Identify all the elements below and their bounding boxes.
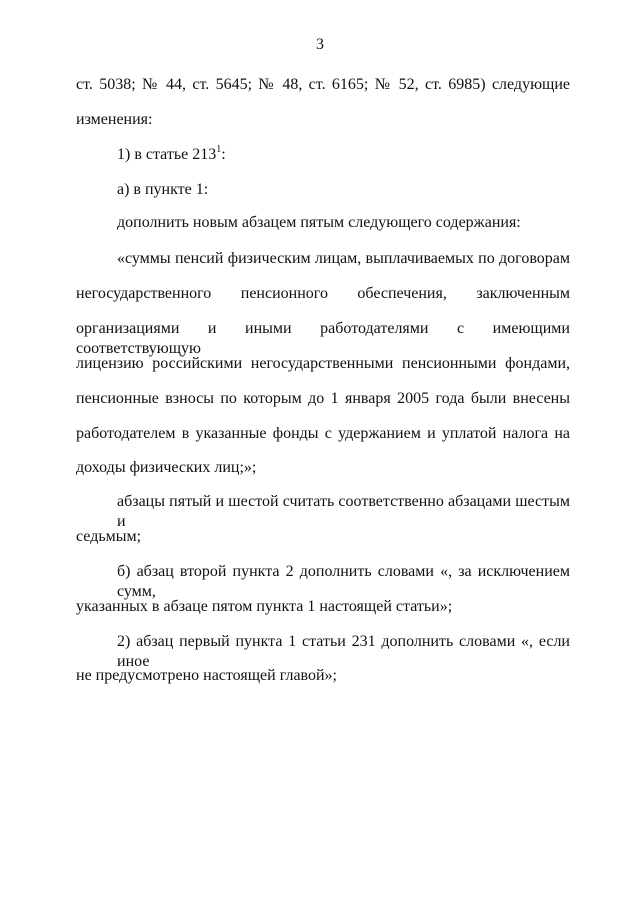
text-line-3 bbox=[117, 145, 226, 165]
text-line-17: 2) абзац первый пункта 1 статьи 231 дополнить словами «, если иное bbox=[117, 633, 570, 670]
text-line-9: лицензию российскими негосударственными пенсионными фондами, bbox=[76, 355, 570, 372]
text-line-12: доходы физических лиц;»; bbox=[76, 459, 257, 476]
page-number: 3 bbox=[316, 36, 324, 53]
text-line-14: седьмым; bbox=[76, 528, 142, 545]
text-line-3-end: : bbox=[221, 146, 226, 163]
text-line-6: «суммы пенсий физическим лицам, выплачиваемых по договорам bbox=[117, 250, 570, 267]
text-line-18: не предусмотрено настоящей главой»; bbox=[76, 667, 337, 684]
text-line-2: изменения: bbox=[76, 111, 153, 128]
text-line-5: дополнить новым абзацем пятым следующего содержания: bbox=[117, 214, 521, 231]
text-line-10: пенсионные взносы по которым до 1 января 2005 года были внесены bbox=[76, 390, 570, 407]
text-line-8: организациями и иными работодателями с имеющими соответствующую bbox=[76, 320, 570, 357]
superscript-1: 1 bbox=[216, 143, 222, 155]
text-line-7: негосударственного пенсионного обеспечения, заключенным bbox=[76, 285, 570, 302]
text-line-3-main: 1) в статье 213 bbox=[117, 146, 217, 163]
text-line-16: указанных в абзаце пятом пункта 1 настоящей статьи»; bbox=[76, 598, 453, 615]
text-line-11: работодателем в указанные фонды с удержанием и уплатой налога на bbox=[76, 425, 570, 442]
text-line-4: а) в пункте 1: bbox=[117, 181, 209, 198]
text-line-1: ст. 5038; № 44, ст. 5645; № 48, ст. 6165; № 52, ст. 6985) следующие bbox=[76, 76, 570, 93]
text-line-15: б) абзац второй пункта 2 дополнить словами «, за исключением сумм, bbox=[117, 563, 570, 600]
text-line-13: абзацы пятый и шестой считать соответственно абзацами шестым и bbox=[117, 493, 570, 530]
